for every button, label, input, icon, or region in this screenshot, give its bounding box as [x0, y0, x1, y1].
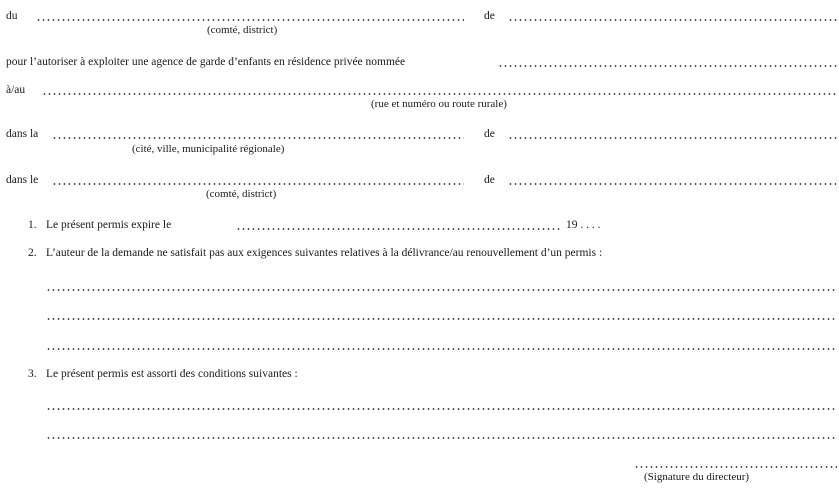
requirements-line-3[interactable] — [46, 348, 837, 350]
expiry-label: Le présent permis expire le — [46, 219, 172, 231]
district-label: dans le — [6, 174, 39, 186]
item1-number: 1. — [28, 219, 37, 231]
conditions-line-1[interactable] — [46, 408, 837, 410]
city-field[interactable] — [52, 137, 464, 139]
signature-field[interactable] — [634, 466, 837, 468]
county-district-caption-1: (comté, district) — [207, 24, 278, 36]
requirements-line-2[interactable] — [46, 318, 837, 320]
expiry-year: 19 . . . . — [566, 219, 601, 231]
agency-name-label: pour l’autoriser à exploiter une agence de garde d’enfants en résidence privée nommée — [6, 56, 406, 68]
signature-caption: (Signature du directeur) — [644, 471, 750, 483]
agency-name-field[interactable] — [498, 65, 837, 67]
de-label-3: de — [484, 174, 495, 186]
de-field-3[interactable] — [508, 183, 837, 185]
county-district-caption-2: (comté, district) — [206, 188, 277, 200]
de-label-2: de — [484, 128, 495, 140]
city-label: dans la — [6, 128, 39, 140]
requirements-label: L’auteur de la demande ne satisfait pas aux exigences suivantes relatives à la délivrance/au renouvellement d’un permis : — [46, 247, 603, 259]
district-field[interactable] — [52, 183, 464, 185]
du-label: du — [6, 10, 18, 22]
address-field[interactable] — [42, 93, 837, 95]
de-field-1[interactable] — [508, 19, 837, 21]
conditions-label: Le présent permis est assorti des conditions suivantes : — [46, 368, 298, 380]
de-label-1: de — [484, 10, 495, 22]
street-caption: (rue et numéro ou route rurale) — [371, 98, 507, 110]
item3-number: 3. — [28, 368, 37, 380]
de-field-2[interactable] — [508, 137, 837, 139]
address-label: à/au — [6, 84, 26, 96]
county-field[interactable] — [36, 19, 464, 21]
expiry-date-field[interactable] — [236, 228, 562, 230]
city-caption: (cité, ville, municipalité régionale) — [132, 143, 285, 155]
item2-number: 2. — [28, 247, 37, 259]
requirements-line-1[interactable] — [46, 289, 837, 291]
conditions-line-2[interactable] — [46, 437, 837, 439]
